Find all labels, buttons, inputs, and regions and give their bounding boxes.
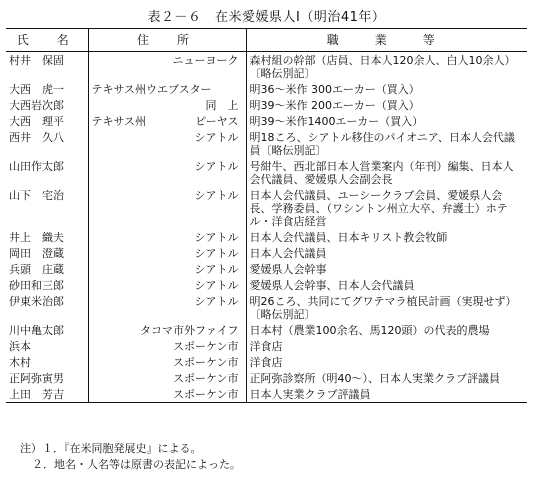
cell-occupation: 明18ころ、シアトル移住のパイオニア、日本人会代議員〔略伝別記〕 xyxy=(249,131,515,157)
table-row xyxy=(6,97,527,113)
location-left: テキサス州ウエブスター xyxy=(91,83,212,96)
cell-name: 上田 芳吉 xyxy=(6,386,88,403)
footnotes xyxy=(20,441,241,473)
table-row xyxy=(6,187,527,229)
location-right: スポーケン市 xyxy=(173,372,239,385)
header-location: 住 所 xyxy=(88,29,246,52)
cell-occupation: 愛媛県人会幹事、日本人会代議員 xyxy=(249,279,415,292)
table-title: 表２－６ 在米愛媛県人Ⅰ（明治41年） xyxy=(147,10,386,25)
cell-location xyxy=(88,293,246,322)
table-row xyxy=(6,158,527,187)
location-right: タコマ市外ファイフ xyxy=(140,324,239,337)
location-right: シアトル xyxy=(194,279,239,292)
cell-occupation: 明39～米作 200エーカー（買入） xyxy=(249,99,420,112)
table-row xyxy=(6,322,527,338)
cell-occupation: 明26ころ、共同にてグワテマラ植民計画（実現せず）〔略伝別記〕 xyxy=(249,295,517,321)
location-right: シアトル xyxy=(194,263,239,276)
table-row xyxy=(6,354,527,370)
cell-name: 正阿弥寅男 xyxy=(9,372,64,385)
table-row xyxy=(6,81,527,97)
cell-occupation: 日本人会代議員、日本キリスト教会牧師 xyxy=(249,231,448,244)
footnote-1: 注）１．『在米同胞発展史』による。 xyxy=(20,442,202,455)
cell-name: 兵頭 庄蔵 xyxy=(9,263,64,276)
table-row xyxy=(6,293,527,322)
cell-location xyxy=(88,52,246,82)
footnote-2: ２．地名・人名等は原書の表記によった。 xyxy=(32,458,241,471)
location-right: シアトル xyxy=(194,160,239,173)
cell-occupation: 日本村（農業100余名、馬120頭）の代表的農場 xyxy=(249,324,490,337)
cell-location xyxy=(88,322,246,338)
cell-name: 西井 久八 xyxy=(9,131,64,144)
cell-name: 山下 宅治 xyxy=(9,189,64,202)
cell-name: 井上 織夫 xyxy=(9,231,64,244)
table-row xyxy=(6,261,527,277)
cell-location xyxy=(88,245,246,261)
cell-name: 川中亀太郎 xyxy=(9,324,64,337)
location-right: シアトル xyxy=(194,247,239,260)
cell-occupation: 洋食店 xyxy=(249,340,283,353)
cell-location xyxy=(88,261,246,277)
location-right: シアトル xyxy=(194,295,239,308)
cell-location xyxy=(88,370,246,386)
cell-location xyxy=(88,81,246,97)
cell-occupation: 日本人実業クラブ評議員 xyxy=(246,386,527,403)
table-row xyxy=(6,229,527,245)
cell-occupation: 愛媛県人会幹事 xyxy=(249,263,327,276)
cell-name: 大西岩次郎 xyxy=(9,99,64,112)
table-row xyxy=(6,113,527,129)
cell-name: 浜本 xyxy=(9,340,31,353)
header-row xyxy=(6,29,527,52)
location-left: テキサス州 xyxy=(91,115,147,128)
table-row xyxy=(6,245,527,261)
cell-name: 大西 理平 xyxy=(9,115,64,128)
cell-name: 木村 xyxy=(9,356,31,369)
cell-location xyxy=(88,158,246,187)
cell-name: 伊東米治郎 xyxy=(9,295,64,308)
location-right: スポーケン市 xyxy=(173,388,239,401)
cell-occupation: 日本人会代議員 xyxy=(249,247,327,260)
table-row xyxy=(6,277,527,293)
location-right: シアトル xyxy=(194,189,239,202)
header-occupation: 職 業 等 xyxy=(246,29,527,52)
cell-name: 大西 虎一 xyxy=(9,83,64,96)
cell-occupation: 洋食店 xyxy=(249,356,283,369)
location-right: スポーケン市 xyxy=(173,340,239,353)
cell-location xyxy=(88,229,246,245)
cell-occupation: 明36～米作 300エーカー（買入） xyxy=(249,83,420,96)
cell-location xyxy=(88,129,246,158)
cell-name: 山田作太郎 xyxy=(9,160,64,173)
cell-occupation: 森村組の幹部（店員、日本人120余人、白人10余人）〔略伝別記〕 xyxy=(249,54,516,80)
table-row xyxy=(6,338,527,354)
location-right: シアトル xyxy=(194,131,239,144)
cell-occupation: 号紺牛、西北部日本人営業案内（年刊）編集、日本人会代議員、愛媛県人会副会長 xyxy=(249,160,514,186)
table-row xyxy=(6,129,527,158)
cell-occupation: 日本人会代議員、ユーシークラブ会員、愛媛県人会長、学務委員、（ワシントン州立大卒、弁護士）ホテル・洋食店経営 xyxy=(249,189,508,228)
cell-location xyxy=(88,187,246,229)
cell-name: 岡田 澄蔵 xyxy=(9,247,64,260)
table-row xyxy=(6,370,527,386)
table-row xyxy=(6,386,527,403)
cell-occupation: 明39～米作1400エーカー（買入） xyxy=(249,115,424,128)
emigrants-table xyxy=(6,28,527,403)
cell-occupation: 正阿弥診察所（明40～）、日本人実業クラブ評議員 xyxy=(249,372,500,385)
location-right: スポーケン市 xyxy=(173,356,239,369)
cell-location xyxy=(88,277,246,293)
location-right: 同 上 xyxy=(205,99,239,112)
cell-location xyxy=(88,338,246,354)
location-right: シアトル xyxy=(194,231,239,244)
location-right: ピーヤス xyxy=(195,115,239,128)
table-row xyxy=(6,52,527,82)
location-right: ニューヨーク xyxy=(172,54,239,67)
cell-location xyxy=(88,113,246,129)
header-name: 氏 名 xyxy=(6,29,88,52)
cell-location xyxy=(88,97,246,113)
cell-location xyxy=(88,354,246,370)
cell-name: 砂田和三郎 xyxy=(9,279,64,292)
cell-name: 村井 保固 xyxy=(9,54,64,67)
cell-location xyxy=(88,386,246,403)
